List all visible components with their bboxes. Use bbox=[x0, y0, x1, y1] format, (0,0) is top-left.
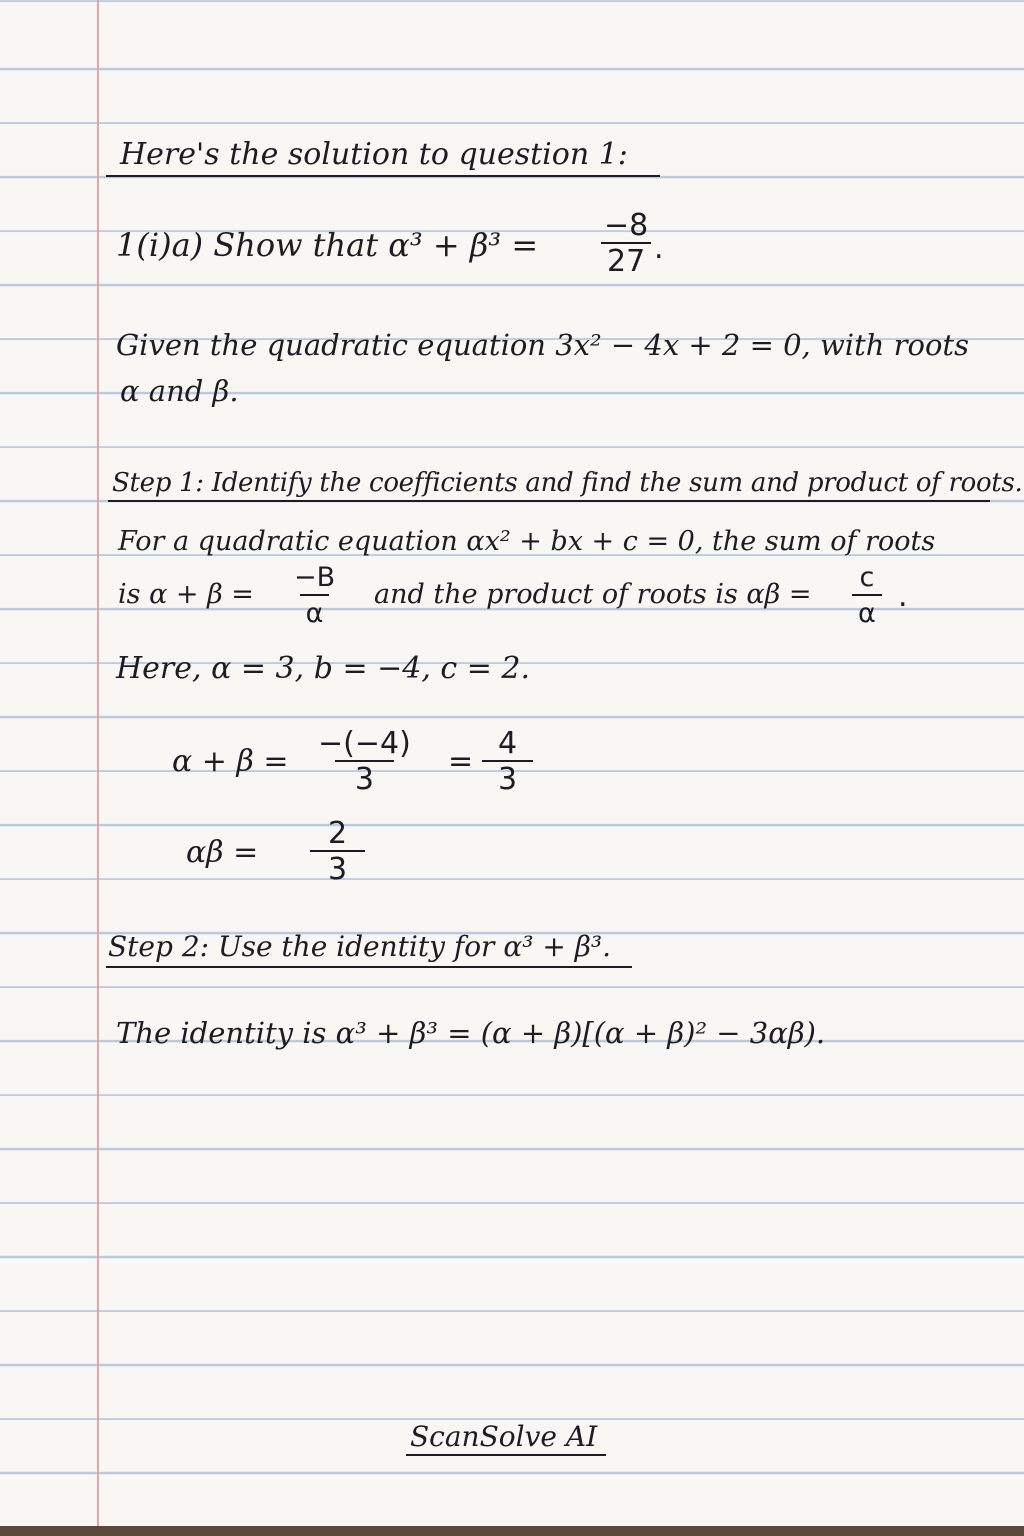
step1-line-2-end: . bbox=[898, 579, 908, 614]
question-fraction-numerator: −8 bbox=[604, 208, 649, 243]
product-formula-numerator: c bbox=[859, 562, 875, 593]
coefficients-line: Here, α = 3, b = −4, c = 2. bbox=[116, 651, 531, 686]
sum-formula-denominator: α bbox=[300, 594, 330, 630]
question-fraction-denominator: 27 bbox=[601, 242, 651, 278]
intro-underline bbox=[106, 175, 660, 177]
brand-text: ScanSolve AI bbox=[410, 1420, 598, 1453]
product-lhs: αβ = bbox=[186, 835, 259, 870]
margin-line bbox=[97, 0, 99, 1526]
given-line-1: Given the quadratic equation 3x² − 4x + 2 = 0, with roots bbox=[116, 328, 969, 362]
step1-heading: Step 1: Identify the coefficients and find the sum and product of roots. bbox=[112, 468, 1023, 498]
question-period: . bbox=[654, 231, 664, 266]
sum-formula-fraction bbox=[288, 562, 341, 630]
step2-underline bbox=[106, 966, 632, 968]
question-fraction bbox=[598, 210, 654, 278]
sum-lhs: α + β = bbox=[172, 744, 289, 779]
step1-line-2-middle: and the product of roots is αβ = bbox=[374, 579, 812, 610]
sum-fraction-denominator: 3 bbox=[335, 760, 394, 796]
product-formula-fraction bbox=[852, 562, 882, 630]
sum-fraction bbox=[312, 728, 417, 796]
product-formula-denominator: α bbox=[852, 594, 882, 630]
product-fraction bbox=[310, 818, 365, 886]
sum-equals: = bbox=[448, 744, 474, 779]
step1-underline bbox=[108, 500, 990, 502]
sum-formula-numerator: −B bbox=[294, 562, 336, 593]
sum-fraction-numerator: −(−4) bbox=[318, 726, 411, 761]
sum-result-denominator: 3 bbox=[482, 760, 533, 796]
page-bottom-edge bbox=[0, 1526, 1024, 1536]
given-line-2: α and β. bbox=[120, 374, 239, 408]
product-fraction-denominator: 3 bbox=[310, 850, 365, 886]
step1-line-2-start: is α + β = bbox=[118, 579, 254, 610]
product-fraction-numerator: 2 bbox=[328, 816, 348, 851]
question-label: 1(i)a) Show that α³ + β³ = bbox=[116, 226, 539, 264]
step1-line-1: For a quadratic equation αx² + bx + c = 0, the sum of roots bbox=[118, 526, 936, 557]
intro-text: Here's the solution to question 1: bbox=[120, 137, 628, 172]
sum-result-numerator: 4 bbox=[498, 726, 518, 761]
brand-underline bbox=[406, 1454, 606, 1456]
step2-heading: Step 2: Use the identity for α³ + β³. bbox=[108, 930, 612, 963]
sum-result-fraction bbox=[482, 728, 533, 796]
identity-line: The identity is α³ + β³ = (α + β)[(α + β)² − 3αβ). bbox=[116, 1016, 826, 1050]
